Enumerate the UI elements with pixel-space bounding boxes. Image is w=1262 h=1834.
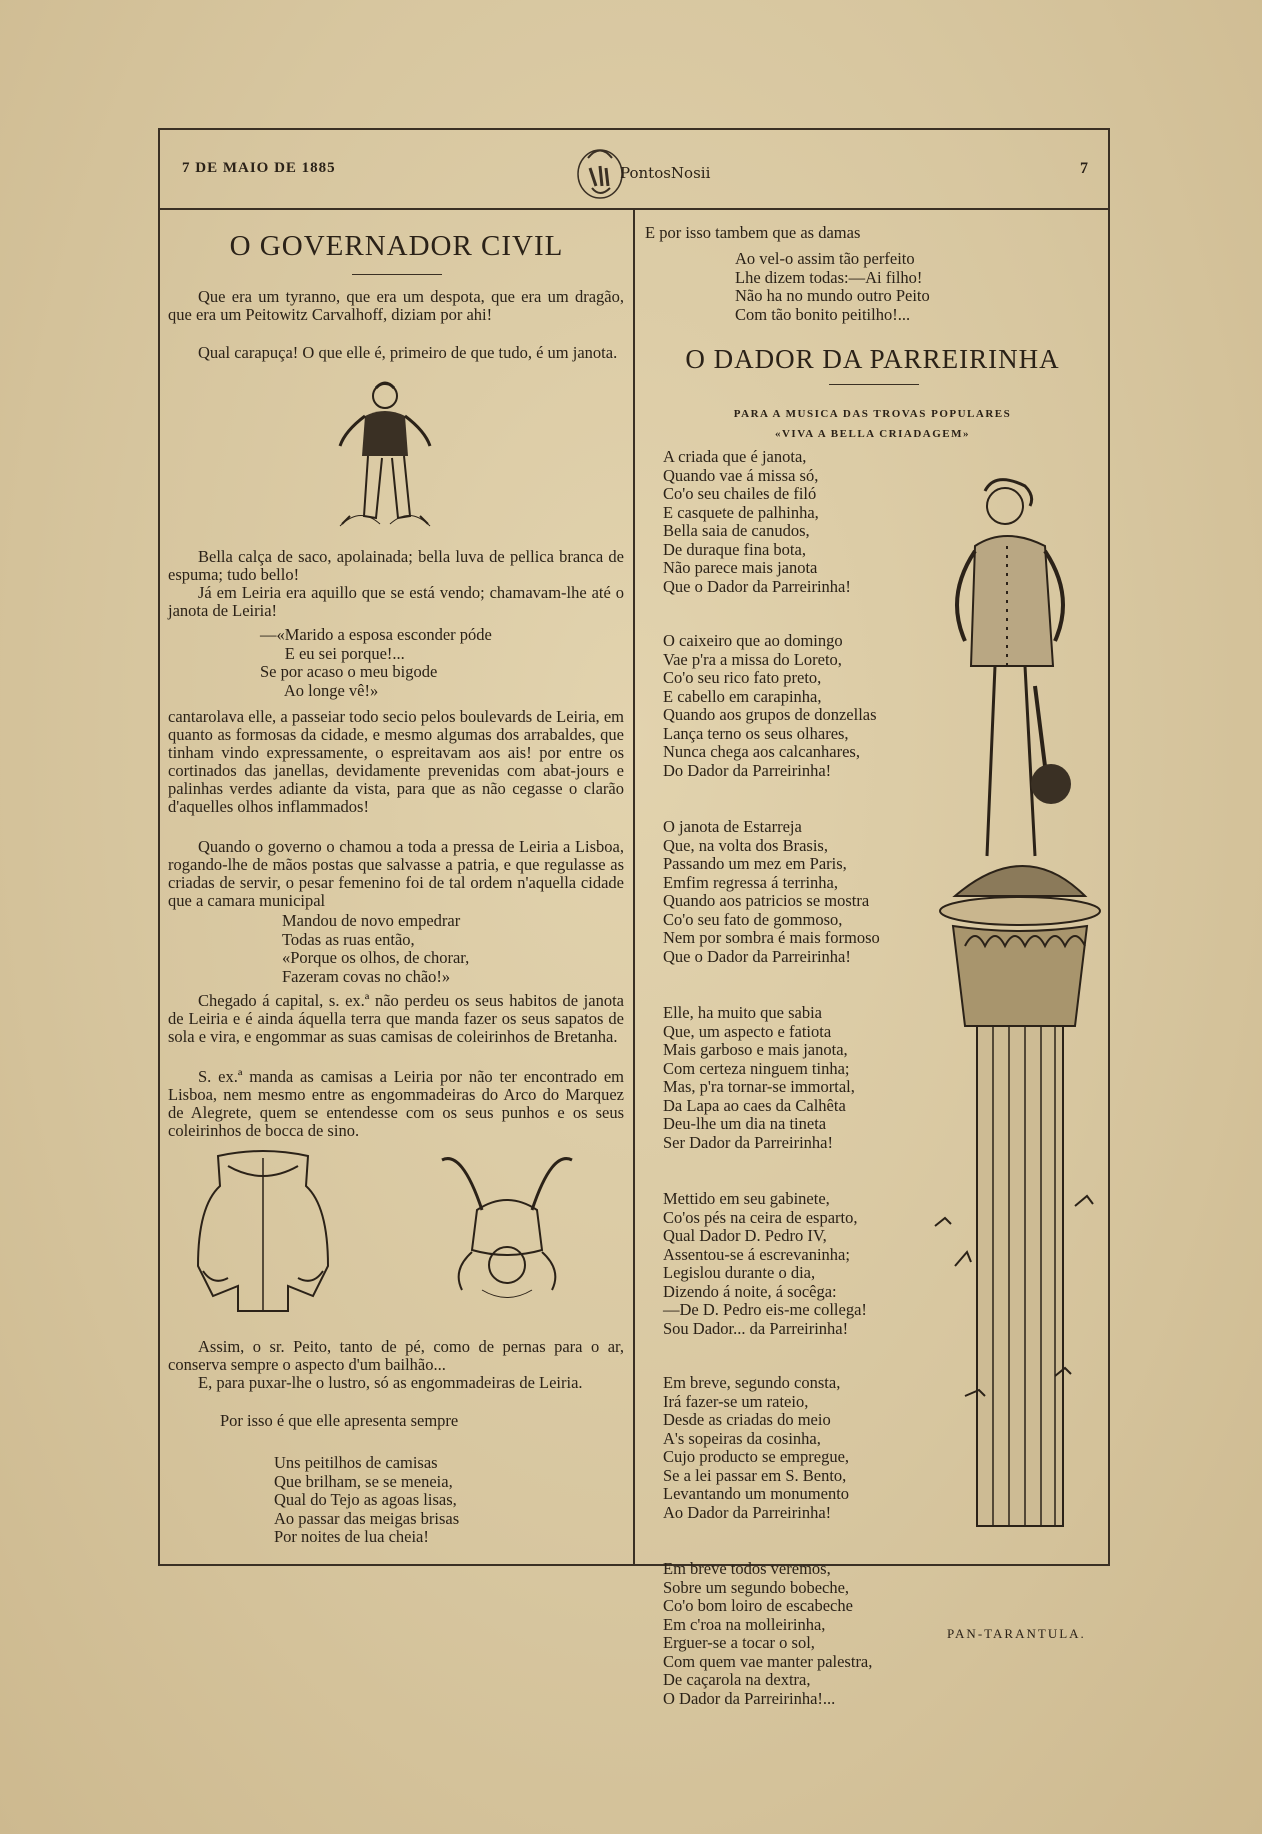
intro-verse: Ao vel-o assim tão perfeito Lhe dizem todas:—Ai filho! Não ha no mundo outro Peito Com tão bonito peitilho!... xyxy=(735,249,930,324)
paragraph-6: Quando o governo o chamou a toda a pressa de Leiria a Lisboa, rogando-lhe de mãos postas que salvasse a patria, e que regulasse as criadas de servir, o pesar femenino foi de tal ordem n'aquella cidade que a camara municipal xyxy=(168,837,624,910)
poem-subtitle-2: «VIVA A BELLA CRIADAGEM» xyxy=(774,428,971,440)
paragraph-5: cantarolava elle, a passeiar todo secio pelos boulevards de Leiria, em quanto as formosas da cidade, e mesmo algumas dos arrabaldes, que tinham vindo expressamente, o espreitavam aos ais! por entre os cortinados das janellas, devidamente prevenidas com abat-jours e palinhas verdes adiante da vista, para que as não cegasse o clarão d'aquelles olhos inflammados! xyxy=(168,707,624,816)
dandy-figure-illustration xyxy=(320,376,450,536)
poem-title-rule xyxy=(829,384,919,385)
paragraph-7: Chegado á capital, s. ex.ª não perdeu os seus habitos de janota de Leiria e é ainda áquella terra que manda fazer os seus sapatos de sola e vira, e engommar as suas camisas de coleirinhos de Bretanha. xyxy=(168,991,624,1046)
poem-subtitle-1: PARA A MUSICA DAS TROVAS POPULARES xyxy=(733,408,1012,420)
article-title-governador: O GOVERNADOR CIVIL xyxy=(229,230,564,262)
upside-down-figure-illustration xyxy=(422,1140,592,1310)
paragraph-9: Assim, o sr. Peito, tanto de pé, como de pernas para o ar, conserva sempre o aspecto d'um bailhão... xyxy=(168,1337,624,1374)
left-column xyxy=(160,208,633,1566)
page-frame xyxy=(158,128,1110,1708)
poem-stanza-1: A criada que é janota, Quando vae á missa só, Co'o seu chailes de filó E casquete de palhinha, Bella saia de canudos, De duraque fina bota, Não parece mais janota Que o Dador da Parreirinha! xyxy=(663,447,851,596)
poem-stanza-4: Elle, ha muito que sabia Que, um aspecto e fatiota Mais garboso e mais janota, Com certeza ninguem tinha; Mas, p'ra tornar-se immortal, Da Lapa ao caes da Calhêta Deu-lhe um dia na tineta Ser Dador da Parreirinha! xyxy=(663,1003,855,1152)
paragraph-8: S. ex.ª manda as camisas a Leiria por não ter encontrado em Lisboa, nem mesmo entre as engommadeiras do Arco do Marquez de Alegrete, quem se entendesse com os seus punhos e os seus coleirinhos de bocca de sino. xyxy=(168,1067,624,1140)
page-header xyxy=(160,130,1108,210)
poem-stanza-2: O caixeiro que ao domingo Vae p'ra a missa do Loreto, Co'o seu rico fato preto, E cabello em carapinha, Quando aos grupos de donzellas Lança terno os seus olhares, Nunca chega aos calcanhares, Do Dador da Parreirinha! xyxy=(663,631,877,780)
paragraph-10: E, para puxar-lhe o lustro, só as engommadeiras de Leiria. xyxy=(198,1373,583,1392)
song-verse-2: Mandou de novo empedrar Todas as ruas então, «Porque os olhos, de chorar, Fazeram covas no chão!» xyxy=(282,911,470,986)
song-verse-3: Uns peitilhos de camisas Que brilham, se se meneia, Qual do Tejo as agoas lisas, Ao passar das meigas brisas Por noites de lua cheia! xyxy=(274,1453,460,1546)
statue-on-column-illustration xyxy=(935,466,1105,1536)
poem-stanza-3: O janota de Estarreja Que, na volta dos Brasis, Passando um mez em Paris, Emfim regressa á terrinha, Quando aos patricios se mostra Co'o seu fato de gommoso, Nem por sombra é mais formoso Que o Dador da Parreirinha! xyxy=(663,817,880,966)
paragraph-3: Bella calça de saco, apolainada; bella luva de pellica branca de espuma; tudo bello! xyxy=(168,547,624,584)
poem-stanza-5: Mettido em seu gabinete, Co'os pés na ceira de esparto, Qual Dador D. Pedro IV, Assentou-se á escrevaninha; Legislou durante o dia, Dizendo á noite, á socêga: —De D. Pedro eis-me collega! Sou Dador... da Parreirinha! xyxy=(663,1189,867,1338)
right-column xyxy=(635,208,1110,1708)
author-signature: PAN-TARANTULA. xyxy=(947,1626,1086,1641)
paragraph-2: Qual carapuça! O que elle é, primeiro de que tudo, é um janota. xyxy=(198,343,618,362)
paragraph-4: Já em Leiria era aquillo que se está vendo; chamavam-lhe até o janota de Leiria! xyxy=(168,583,624,620)
poem-title-dador: O DADOR DA PARREIRINHA xyxy=(685,344,1060,374)
page-number: 7 xyxy=(1080,160,1088,177)
poem-stanza-7: Em breve todos veremos, Sobre um segundo bobeche, Co'o bom loiro de escabeche Em c'roa na molleirinha, Erguer-se a tocar o sol, Com quem vae manter palestra, De caçarola na dextra, O Dador da Parreirinha!... xyxy=(663,1559,873,1708)
shirt-illustration xyxy=(188,1146,338,1326)
poem-stanza-6: Em breve, segundo consta, Irá fazer-se um rateio, Desde as criadas do meio A's sopeiras da cosinha, Cujo producto se empregue, Se a lei passar em S. Bento, Levantando um monumento Ao Dador da Parreirinha! xyxy=(663,1373,850,1522)
intro-line: E por isso tambem que as damas xyxy=(645,223,861,242)
paragraph-1: Que era um tyranno, que era um despota, que era um dragão, que era um Peitowitz Carvalhoff, diziam por ahi! xyxy=(168,287,624,324)
paragraph-11: Por isso é que elle apresenta sempre xyxy=(220,1411,459,1430)
masthead-logo xyxy=(570,138,711,204)
title-rule xyxy=(352,274,442,275)
svg-text:PontosNosii: PontosNosii xyxy=(620,164,711,182)
song-verse-1: —«Marido a esposa esconder póde E eu sei porque!... Se por acaso o meu bigode Ao longe vê!» xyxy=(260,625,492,700)
issue-date: 7 DE MAIO DE 1885 xyxy=(182,160,336,176)
